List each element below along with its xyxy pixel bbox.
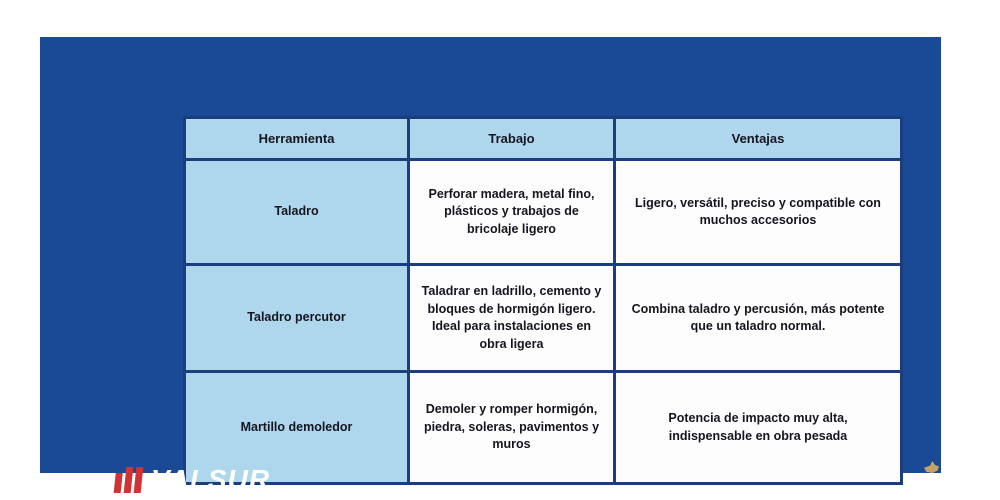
logo-bar [124, 467, 134, 493]
tool-work-cell: Taladrar en ladrillo, cemento y bloques de hormigón ligero. Ideal para instalaciones en obra ligera [409, 265, 615, 372]
valsur-logo [115, 466, 270, 494]
tool-advantages-cell: Combina taladro y percusión, más potente que un taladro normal. [615, 265, 902, 372]
logo-bar [114, 473, 123, 493]
tool-work-cell: Perforar madera, metal fino, plásticos y trabajos de bricolaje ligero [409, 160, 615, 265]
table-row [185, 160, 902, 265]
tool-advantages-cell: Ligero, versátil, preciso y compatible con muchos accesorios [615, 160, 902, 265]
logo-wordmark: VALSUR [151, 464, 271, 495]
slide-background [40, 37, 941, 495]
tool-name-cell: Martillo demoledor [185, 372, 409, 484]
logo-bars-icon [114, 467, 144, 493]
column-header-ventajas: Ventajas [615, 118, 902, 160]
table-header-row [185, 118, 902, 160]
column-header-herramienta: Herramienta [185, 118, 409, 160]
tool-name-cell: Taladro percutor [185, 265, 409, 372]
table-row [185, 265, 902, 372]
tool-work-cell: Demoler y romper hormigón, piedra, soleras, pavimentos y muros [409, 372, 615, 484]
table-row [185, 372, 902, 484]
tools-comparison-table [183, 116, 903, 485]
logo-bar [134, 467, 144, 493]
column-header-trabajo: Trabajo [409, 118, 615, 160]
tool-advantages-cell: Potencia de impacto muy alta, indispensable en obra pesada [615, 372, 902, 484]
tool-name-cell: Taladro [185, 160, 409, 265]
